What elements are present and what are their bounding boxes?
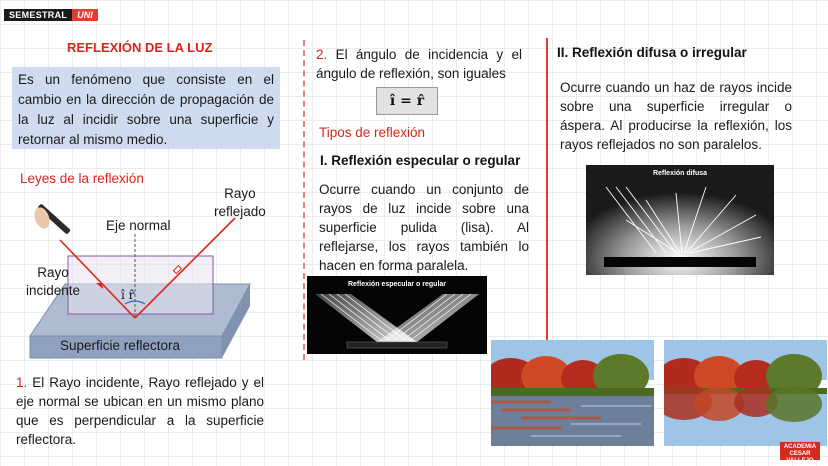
label-reflected-line1: Rayo	[224, 186, 256, 201]
law-1	[16, 373, 264, 449]
label-normal-axis: Eje normal	[106, 218, 171, 233]
academy-logo	[780, 442, 820, 464]
diffuse-image-caption: Reflexión difusa	[652, 170, 708, 177]
laws-heading: Leyes de la reflexión	[20, 171, 144, 186]
law-2-text: El ángulo de incidencia y el ángulo de reflexión, son iguales	[316, 47, 522, 81]
lake-photo-calm	[664, 340, 827, 446]
specular-title: I. Reflexión especular o regular	[320, 153, 521, 168]
surface-label: Superficie reflectora	[60, 338, 181, 353]
law-1-text: El Rayo incidente, Rayo reflejado y el eje normal se ubican en un mismo plano que es perpendicular a la superficie reflectora.	[16, 375, 264, 447]
label-reflected-line2: reflejado	[214, 204, 266, 219]
law-1-number: 1.	[16, 375, 28, 390]
column-divider-left	[303, 40, 305, 360]
law-2-number: 2.	[316, 47, 328, 62]
types-heading: Tipos de reflexión	[319, 125, 426, 140]
definition-text: Es un fenómeno que consiste en el cambio en la dirección de propagación de la luz al incidir sobre una superficie y retornar al mismo medio.	[18, 72, 274, 147]
logo-line2: CESAR	[789, 451, 811, 457]
specular-text: Ocurre cuando un conjunto de rayos de luz incide sobre una superficie pulida (lisa). Al reflejarse, los rayos también lo hacen en forma paralela.	[319, 182, 529, 273]
badge-primary: SEMESTRAL	[4, 9, 72, 21]
label-incident-line1: Rayo	[37, 265, 69, 280]
page-title: REFLEXIÓN DE LA LUZ	[67, 40, 213, 55]
equation-box: î = r̂	[376, 87, 438, 115]
incidence-plane	[68, 256, 213, 314]
label-reflected-ray	[214, 185, 266, 221]
lake-photo-rough	[491, 340, 654, 446]
diffuse-title: II. Reflexión difusa o irregular	[557, 45, 747, 60]
laser-pointer-icon	[32, 203, 71, 234]
specular-image-caption: Reflexión especular o regular	[347, 281, 447, 288]
angle-label: î r̂	[121, 288, 135, 302]
label-incident-ray	[26, 264, 80, 300]
law-2	[316, 45, 522, 83]
specular-reflection-image	[307, 276, 487, 354]
diffuse-reflection-image	[586, 165, 774, 275]
logo-line3: VALLEJO	[786, 458, 814, 464]
diffuse-text: Ocurre cuando un haz de rayos incide sobre una superficie irregular o áspera. Al producirse la reflexión, los rayos reflejados no son paralelos.	[560, 80, 792, 152]
badge-secondary: UNI	[72, 9, 98, 21]
semestral-badge	[4, 8, 98, 21]
logo-line1: ACADEMIA	[783, 444, 817, 450]
label-incident-line2: incidente	[26, 283, 81, 298]
